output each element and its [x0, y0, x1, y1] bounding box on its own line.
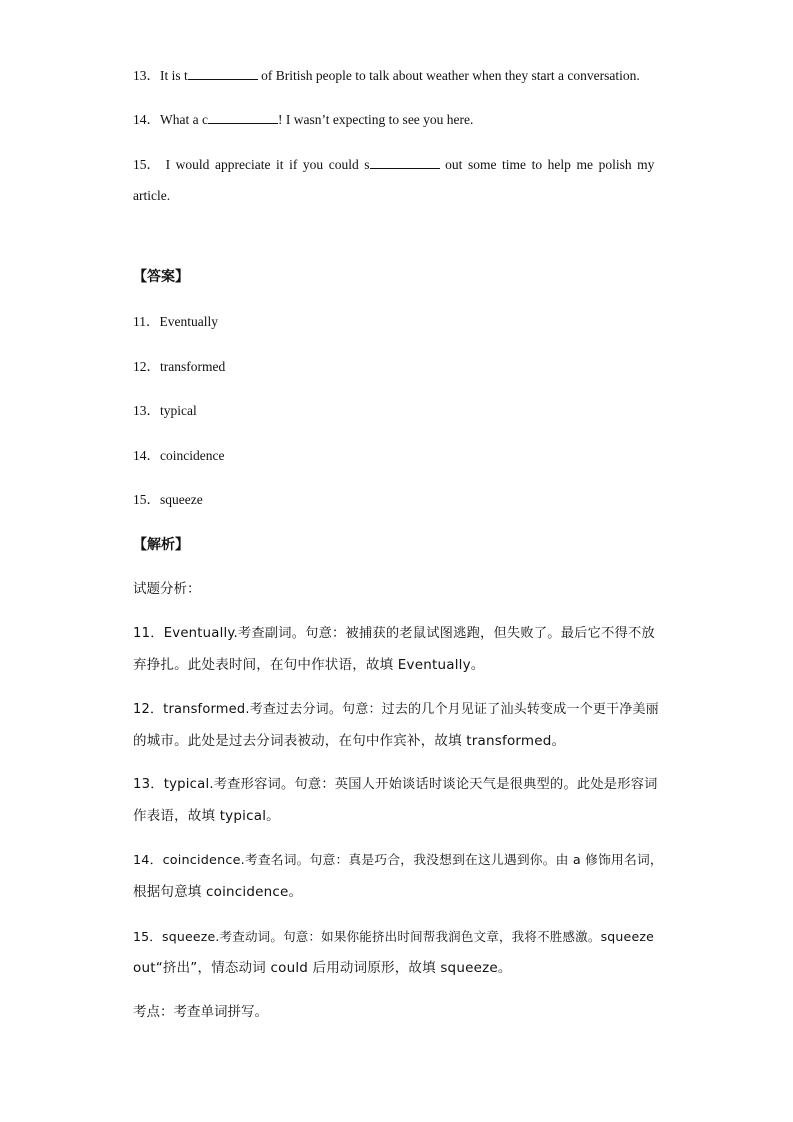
answer-item: 15．squeeze — [133, 492, 203, 507]
kaodian-note: 考点：考查单词拼写。 — [133, 1004, 268, 1020]
analysis-item-15-line2: out“挤出”，情态动词 could 后用动词原形，故填 squeeze。 — [133, 960, 512, 976]
analysis-item-15-line1: 15．squeeze.考查动词。句意：如果你能挤出时间帮我润色文章，我将不胜感激。squeeze — [133, 929, 654, 944]
question-14 — [133, 111, 663, 129]
question-text: It is t — [160, 68, 188, 83]
question-number: 14． — [133, 112, 160, 127]
question-number: 15． — [133, 157, 160, 172]
fill-blank[interactable] — [188, 68, 258, 80]
analysis-item-11-line1: 11．Eventually.考查副词。句意：被捕获的老鼠试图逃跑，但失败了。最后它不得不放 — [133, 626, 655, 641]
question-text: I would appreciate it if you could s — [165, 157, 370, 172]
analysis-item-13-line2: 作表语，故填 typical。 — [133, 808, 280, 824]
question-text: article. — [133, 188, 171, 203]
analysis-heading: 【解析】 — [133, 537, 189, 553]
question-text: out some time to help me polish my — [439, 157, 655, 172]
question-text: of British people to talk about weather when they start a conversation. — [257, 68, 640, 83]
answer-item: 14．coincidence — [133, 448, 225, 463]
analysis-item-14-line1: 14．coincidence.考查名词。句意：真是巧合，我没想到在这儿遇到你。由 a 修饰用名词， — [133, 853, 663, 868]
answer-heading: 【答案】 — [133, 269, 189, 285]
analysis-item-12-line1: 12．transformed.考查过去分词。句意：过去的几个月见证了汕头转变成一个更干净美丽 — [133, 702, 659, 717]
question-number: 13． — [133, 68, 160, 83]
fill-blank[interactable] — [370, 157, 440, 169]
analysis-item-13-line1: 13．typical.考查形容词。句意：英国人开始谈话时谈论天气是很典型的。此处是形容词 — [133, 777, 658, 792]
question-text: What a c — [160, 112, 208, 127]
answer-item: 13．typical — [133, 403, 197, 418]
question-15 — [133, 156, 663, 174]
question-13 — [133, 67, 663, 85]
question-text: ! I wasn’t expecting to see you here. — [277, 112, 474, 127]
answer-item: 12．transformed — [133, 359, 226, 374]
analysis-intro: 试题分析： — [133, 581, 201, 597]
answer-item: 11．Eventually — [133, 314, 218, 329]
analysis-item-11-line2: 弃挣扎。此处表时间，在句中作状语，故填 Eventually。 — [133, 657, 485, 673]
analysis-item-12-line2: 的城市。此处是过去分词表被动，在句中作宾补，故填 transformed。 — [133, 733, 566, 749]
analysis-item-14-line2: 根据句意填 coincidence。 — [133, 884, 303, 900]
fill-blank[interactable] — [208, 112, 278, 124]
question-15-continued — [133, 187, 663, 205]
